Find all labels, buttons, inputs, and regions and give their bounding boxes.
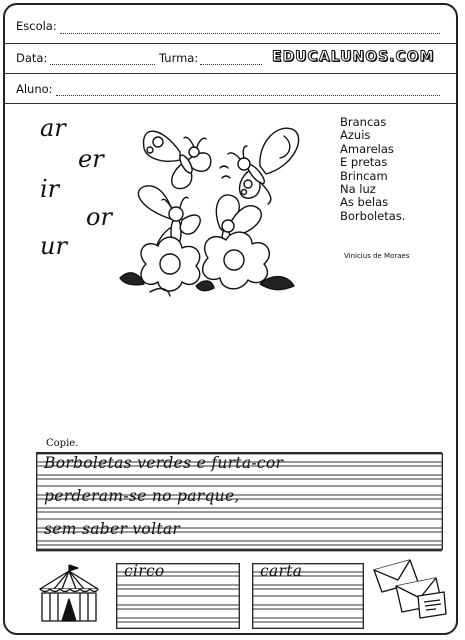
word-circo: circo <box>124 562 165 580</box>
educalunos-logo: EDUCALUNOS.COM <box>272 49 435 65</box>
syllable-ar: ar <box>40 114 66 142</box>
poem-line: Na luz <box>340 182 376 197</box>
poem-line: E pretas <box>340 155 388 170</box>
poem-line: Amarelas <box>340 141 394 156</box>
butterflies-and-flowers-icon <box>110 108 335 308</box>
school-field[interactable] <box>60 33 440 34</box>
syllable-er: er <box>78 145 104 173</box>
copy-sentence-3: sem saber voltar <box>44 520 181 538</box>
class-field[interactable] <box>200 64 262 65</box>
syllable-ur: ur <box>40 232 67 260</box>
school-label: Escola: <box>16 19 57 33</box>
header-divider <box>5 43 456 44</box>
poem-line: As belas <box>340 195 389 210</box>
syllable-ir: ir <box>40 175 60 203</box>
poem-line: Brancas <box>340 115 387 129</box>
copy-sentence-1: Borboletas verdes e furta-cor <box>44 454 284 472</box>
syllable-or: or <box>86 203 112 231</box>
circus-tent-icon <box>34 563 104 625</box>
poem-line: Brincam <box>340 168 388 183</box>
header-divider <box>5 73 456 74</box>
student-field[interactable] <box>56 95 440 96</box>
poem-line: Borboletas. <box>340 208 406 223</box>
header-divider <box>5 103 456 104</box>
letters-icon <box>370 556 448 620</box>
copy-instruction: Copie. <box>46 438 79 449</box>
student-label: Aluno: <box>16 82 53 96</box>
date-label: Data: <box>16 51 48 65</box>
poem-line: Azuis <box>340 128 371 143</box>
poem-author: Vinicius de Moraes <box>344 252 410 260</box>
word-carta: carta <box>260 562 303 580</box>
poem <box>340 116 405 223</box>
copy-sentence-2: perderam-se no parque, <box>44 487 240 505</box>
date-field[interactable] <box>50 64 155 65</box>
class-label: Turma: <box>159 51 199 65</box>
